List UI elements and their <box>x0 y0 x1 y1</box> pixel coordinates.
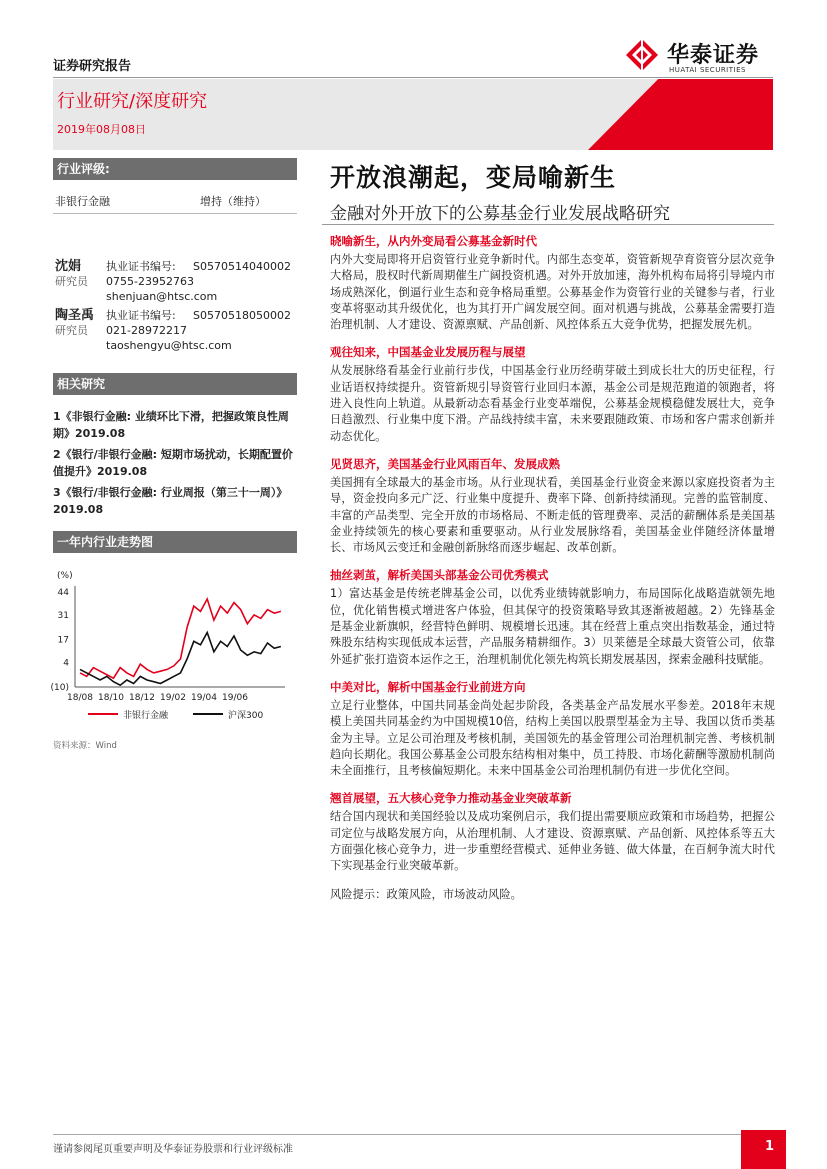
section <box>330 345 775 444</box>
section-body: 立足行业整体，中国共同基金尚处起步阶段，各类基金产品发展水平参差。2018年末规模上美国共同基金约为中国规模10倍，结构上美国以股票型基金为主导、我国以货币类基金为主导。立足公司治理及考核机制，美国领先的基金管理公司治理机制完善、考核机制趋向长期化。我国公募基金公司股东结构相对集中，员工持股、市场化薪酬等激励机制尚未全面推行，且考核偏短期化。未来中国基金公司治理机制仍有进一步优化空间。 <box>330 698 775 778</box>
section <box>330 791 775 874</box>
section-body: 结合国内现状和美国经验以及成功案例启示，我们提出需要顺应政策和市场趋势，把握公司定位与战略发展方向，从治理机制、人才建设、资源禀赋、产品创新、风控体系等五大方面强化核心竞争力，进一步重塑经营模式、延伸业务链、做大体量，在百舸争流大时代下实现基金行业突破革新。 <box>330 810 775 873</box>
section <box>330 680 775 779</box>
cert-number: S0570514040002 <box>193 260 291 273</box>
section-body: 美国拥有全球最大的基金市场。从行业现状看，美国基金行业资金来源以家庭投资者为主导，资金投向多元广泛、行业集中度提升、费率下降、创新持续涌现。完善的监管制度、丰富的产品类型、完全开放的市场格局、不断走低的管理费率、灵活的薪酬体系是美国基金业持续领先的核心要素和重要驱动。从行业发展脉络看，美国基金业伴随经济体量增长、市场风云变迁和金融创新脉络而逐步崛起、改革创新。 <box>330 475 775 555</box>
section-heading: 翘首展望，五大核心竞争力推动基金业突破革新 <box>330 791 572 806</box>
risk-note: 风险提示：政策风险，市场波动风险。 <box>330 887 522 901</box>
huatai-logo-icon <box>625 38 659 72</box>
analyst-phone: 021-28972217 <box>106 324 187 337</box>
section <box>330 457 775 556</box>
related-item[interactable]: 2《银行/非银行金融: 短期市场扰动，长期配置价值提升》2019.08 <box>53 448 293 478</box>
analyst-email[interactable]: taoshengyu@htsc.com <box>106 339 232 352</box>
y-tick-label: 31 <box>57 610 69 621</box>
cert-label: 执业证书编号: <box>106 309 176 322</box>
report-category: 行业研究/深度研究 <box>57 91 208 112</box>
title-divider <box>322 224 774 225</box>
related-research-list <box>53 408 297 522</box>
section-body: 1）富达基金是传统老牌基金公司，以优秀业绩铸就影响力，布局国际化战略造就领先地位，优化销售模式增进客户体验，但其保守的投资策略导致其逐渐被超越。2）先锋基金是基金业新旗帜，经营特色鲜明、规模增长迅速。其在经营上重点突出指数基金，通过特殊股东结构实现低成本运营，产品服务精耕细作。3）贝莱德是全球最大资管公司，依靠外延扩张打造资本运作之王，治理机制优化领先构筑长期发展基因，探索金融科技赋能。 <box>330 587 775 666</box>
y-tick-label: 17 <box>57 635 69 646</box>
related-item[interactable]: 1《非银行金融: 业绩环比下滑，把握政策良性周期》2019.08 <box>53 410 289 440</box>
brand-logo <box>625 38 775 78</box>
analyst-phone: 0755-23952763 <box>106 275 194 288</box>
sidebar-divider <box>53 213 297 214</box>
section-heading: 晓喻新生，从内外变局看公募基金新时代 <box>330 234 537 248</box>
page-number-text: 1 <box>765 1139 775 1154</box>
header-divider <box>53 77 773 78</box>
y-tick-label: 44 <box>57 588 69 598</box>
analyst-name: 陶圣禹 <box>55 308 95 323</box>
x-tick-label: 19/04 <box>191 693 217 703</box>
brand-name-en: HUATAI SECURITIES <box>669 66 746 74</box>
section-heading: 中美对比，解析中国基金行业前进方向 <box>330 679 526 694</box>
cert-label: 执业证书编号: <box>106 260 176 273</box>
analyst-role: 研究员 <box>55 324 88 337</box>
x-tick-label: 18/12 <box>129 693 155 703</box>
section <box>330 234 775 333</box>
report-date: 2019年08月08日 <box>57 123 146 136</box>
section-body: 从发展脉络看基金行业前行步伐，中国基金行业历经萌芽破土到成长壮大的历史征程，行业话语权持续提升。资管新规引导资管行业回归本源，基金公司是规范跑道的领跑者，将进入良性向上轨道。从最新动态看基金行业变革端倪，公募基金规模稳健发展壮大，竞争日趋激烈、行业集中度下滑。产品线持续丰富，未来要跟随政策、市场和客户需求创新并动态优化。 <box>330 364 775 443</box>
y-tick-label: 4 <box>63 658 69 669</box>
related-item[interactable]: 3《银行/非银行金融: 行业周报（第三十一周）》2019.08 <box>53 486 288 516</box>
analyst-role: 研究员 <box>55 275 88 288</box>
cert-number: S0570518050002 <box>193 309 291 322</box>
x-tick-label: 18/08 <box>67 693 93 703</box>
y-axis-label: (%) <box>57 571 73 581</box>
report-title: 开放浪潮起，变局喻新生 <box>330 163 617 192</box>
legend-label-index: 沪深300 <box>228 711 264 721</box>
section-heading: 见贤思齐，美国基金行业风雨百年、发展成熟 <box>330 456 560 471</box>
section-body: 内外大变局即将开启资管行业竞争新时代。内部生态变革，资管新规孕育资管分层次竞争大格局，股权时代新周期催生广阔投资机遇。对外开放加速，海外机构布局将引导境内市场成熟深化，倒逼行业生态和竞争格局重塑。公募基金作为资管行业的关键参与者，行业变革将驱动其升级优化，也为其打开广阔发展空间。面对机遇与挑战，公募基金需要打造治理机制、人才建设、资源禀赋、产品创新、风控体系五大竞争优势，把握发展先机。 <box>330 253 775 332</box>
rating-header: 行业评级: <box>53 158 297 180</box>
x-tick-label: 19/02 <box>160 693 186 703</box>
chart-source: 资料来源：Wind <box>53 741 117 751</box>
report-subtitle: 金融对外开放下的公募基金行业发展战略研究 <box>330 204 670 224</box>
x-tick-label: 18/10 <box>98 693 124 703</box>
banner-accent <box>588 79 773 150</box>
page-number <box>741 1130 786 1169</box>
brand-name-cn: 华泰证券 <box>667 43 760 68</box>
analyst-name: 沈娟 <box>55 259 82 274</box>
section-heading: 观往知来，中国基金业发展历程与展望 <box>330 345 526 360</box>
chart-header: 一年内行业走势图 <box>53 531 297 553</box>
report-banner <box>53 79 773 150</box>
series-line-sector <box>80 599 281 678</box>
industry-trend-chart <box>50 562 297 732</box>
sector-name: 非银行金融 <box>55 195 110 208</box>
analyst-email[interactable]: shenjuan@htsc.com <box>106 290 218 303</box>
doc-type: 证券研究报告 <box>53 59 132 74</box>
main-content <box>330 234 775 915</box>
footer-divider <box>53 1134 773 1135</box>
x-tick-label: 19/06 <box>222 693 248 703</box>
related-research-header: 相关研究 <box>53 373 297 395</box>
footer-disclaimer: 谨请参阅尾页重要声明及华泰证券股票和行业评级标准 <box>53 1144 293 1155</box>
legend-label-sector: 非银行金融 <box>123 711 169 721</box>
y-tick-label: (10) <box>50 683 69 693</box>
sector-rating: 增持（维持） <box>200 195 266 208</box>
section <box>330 568 775 667</box>
section-heading: 抽丝剥茧，解析美国头部基金公司优秀模式 <box>330 568 549 583</box>
